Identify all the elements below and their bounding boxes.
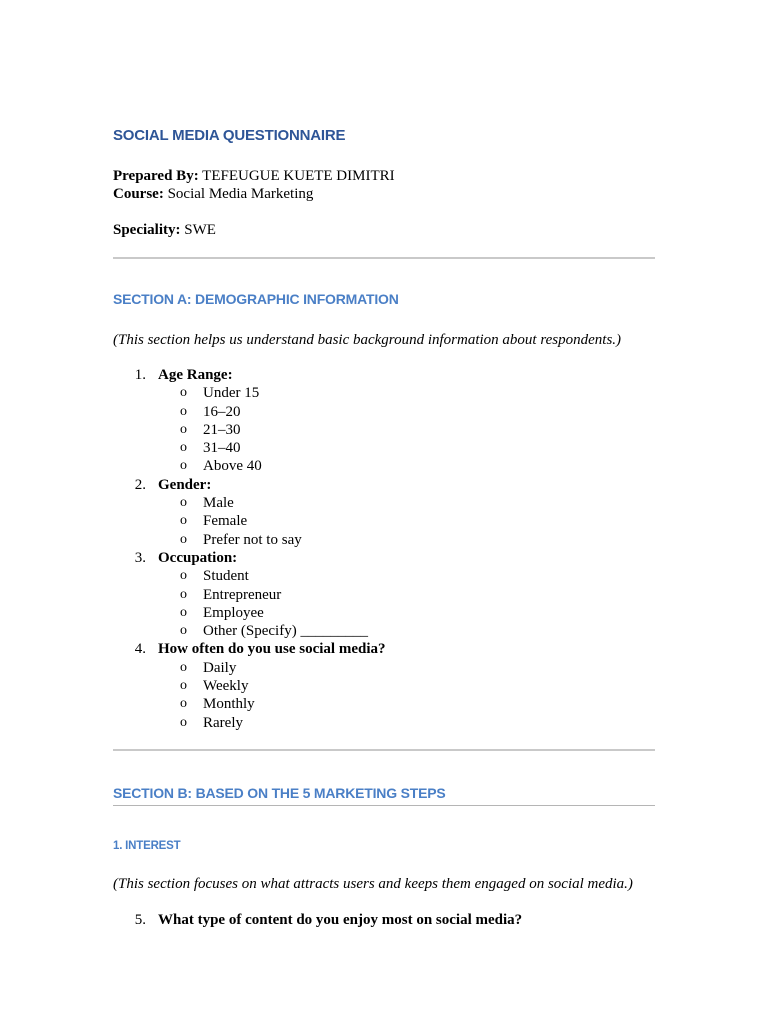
answer-option [113,677,655,695]
question-text: Occupation: [158,549,238,566]
answer-option [113,421,655,439]
option-label: Female [203,513,248,530]
question-item [113,911,655,929]
answer-option [113,439,655,457]
option-label: 31–40 [203,440,241,457]
option-label: Male [203,495,234,512]
option-bullet-icon: o [180,458,187,474]
course-value: Social Media Marketing [163,186,314,202]
document-title: SOCIAL MEDIA QUESTIONNAIRE [113,127,346,144]
option-label: Weekly [203,678,249,695]
option-bullet-icon: o [180,421,187,437]
course-line [113,186,313,203]
question-item [113,366,655,384]
option-label: Student [203,568,249,585]
option-bullet-icon: o [180,403,187,419]
answer-option [113,494,655,512]
option-bullet-icon: o [180,385,187,401]
question-number: 2. [134,476,146,493]
question-item [113,640,655,658]
answer-option [113,457,655,475]
option-bullet-icon: o [180,495,187,511]
option-bullet-icon: o [180,696,187,712]
divider [113,257,655,259]
option-bullet-icon: o [180,568,187,584]
section-a-note: (This section helps us understand basic background information about respondents.) [113,332,622,348]
option-label: Monthly [203,696,255,713]
answer-option [113,604,655,622]
answer-option [113,531,655,549]
speciality-label: Speciality: [113,222,181,238]
divider [113,749,655,751]
interest-subheading: 1. INTEREST [113,840,181,852]
option-bullet-icon: o [180,623,187,639]
option-label: Under 15 [203,385,260,402]
prepared-by-line [113,168,395,185]
answer-option [113,714,655,732]
option-label: 21–30 [203,421,241,438]
speciality-line [113,222,216,239]
option-label: Other (Specify) _________ [203,623,368,640]
question-number: 4. [134,641,146,658]
option-bullet-icon: o [180,586,187,602]
option-bullet-icon: o [180,714,187,730]
option-label: Entrepreneur [203,586,282,603]
question-text: What type of content do you enjoy most on social media? [158,912,523,928]
option-bullet-icon: o [180,678,187,694]
option-label: Prefer not to say [203,531,302,548]
option-label: Daily [203,659,237,676]
question-item [113,476,655,494]
prepared-by-label: Prepared By: [113,168,199,184]
section-a-heading: SECTION A: DEMOGRAPHIC INFORMATION [113,291,399,307]
answer-option [113,586,655,604]
question-list [113,366,655,732]
question-number: 3. [134,549,146,566]
prepared-by-value: TEFEUGUE KUETE DIMITRI [198,168,395,184]
section-b-heading: SECTION B: BASED ON THE 5 MARKETING STEPS [113,785,446,801]
question-item [113,549,655,567]
question-number: 5. [134,912,146,928]
option-bullet-icon: o [180,513,187,529]
answer-option [113,403,655,421]
option-bullet-icon: o [180,440,187,456]
option-bullet-icon: o [180,659,187,675]
option-label: Employee [203,604,264,621]
section-b-heading-underline [113,805,655,806]
option-label: Above 40 [203,458,262,475]
option-label: Rarely [203,714,243,731]
answer-option [113,622,655,640]
option-label: 16–20 [203,403,241,420]
question-text: Gender: [158,476,212,493]
question-number: 1. [134,367,146,383]
option-bullet-icon: o [180,531,187,547]
course-label: Course: [113,186,164,202]
option-bullet-icon: o [180,604,187,620]
answer-option [113,384,655,402]
question-text: How often do you use social media? [158,641,386,658]
section-b-note: (This section focuses on what attracts users and keeps them engaged on social media.) [113,876,633,892]
speciality-value: SWE [180,222,216,238]
answer-option [113,695,655,713]
question-text: Age Range: [158,367,233,383]
answer-option [113,659,655,677]
answer-option [113,567,655,585]
answer-option [113,512,655,530]
